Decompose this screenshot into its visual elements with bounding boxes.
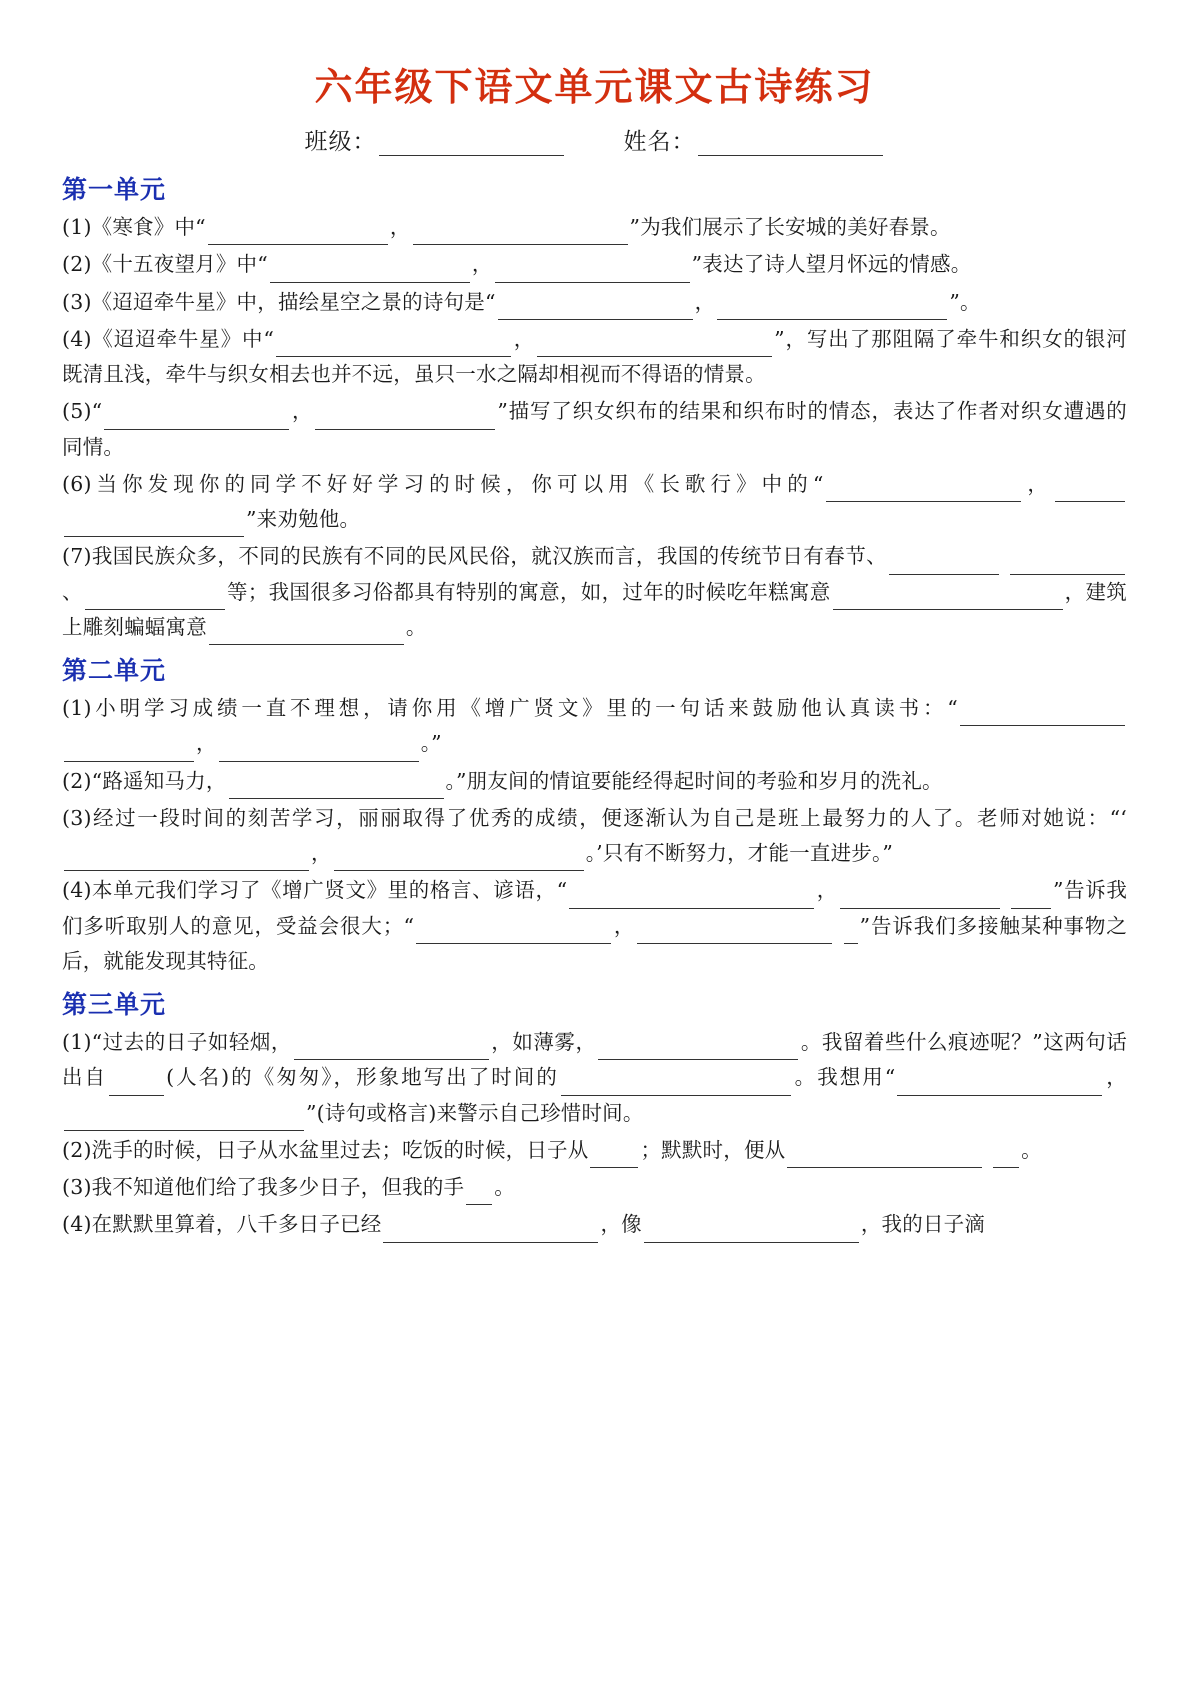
- question-text: ”表达了诗人望月怀远的情感。: [691, 252, 972, 277]
- question-item: [62, 210, 1127, 245]
- answer-blank[interactable]: [466, 1183, 492, 1206]
- answer-blank[interactable]: [315, 407, 495, 430]
- answer-blank[interactable]: [270, 260, 470, 283]
- question-text: ，我的日子滴: [860, 1212, 986, 1237]
- answer-blank[interactable]: [229, 776, 444, 799]
- answer-blank[interactable]: [64, 849, 309, 872]
- question-item: [62, 1207, 1127, 1242]
- question-item: [62, 764, 1127, 799]
- answer-blank[interactable]: [833, 587, 1063, 610]
- units-container: [62, 170, 1127, 1243]
- class-field: [305, 123, 566, 156]
- question-index: (4): [62, 326, 92, 351]
- name-blank[interactable]: [698, 131, 883, 156]
- question-index: (4): [62, 878, 92, 903]
- question-index: (5): [62, 399, 92, 424]
- answer-blank[interactable]: [826, 479, 1021, 502]
- question-text: ，: [471, 252, 493, 277]
- answer-blank[interactable]: [495, 260, 690, 283]
- question-text: ”。: [949, 289, 981, 314]
- answer-blank[interactable]: [644, 1220, 859, 1243]
- question-index: (3): [62, 805, 92, 830]
- question-text: 我国民族众多，不同的民族有不同的民风民俗，就汉族而言，我国的传统节日有春节、: [91, 544, 888, 569]
- question-text: 我不知道他们给了我多少日子，但我的手: [91, 1175, 465, 1199]
- question-text: ”，写出了那阻隔了牵牛和织女的银河既清且浅，牵牛与织女相去也并不远，虽只一水之隔却相视而不得语的情景。: [62, 326, 1128, 386]
- answer-blank[interactable]: [897, 1073, 1102, 1096]
- question-item: [62, 247, 1127, 282]
- question-text: “: [91, 399, 103, 424]
- answer-blank[interactable]: [1055, 479, 1125, 502]
- question-item: [62, 801, 1127, 872]
- question-text: 等；我国很多习俗都具有特别的寓意，如，过年的时候吃年糕寓意: [226, 579, 831, 604]
- student-info-row: [62, 123, 1127, 156]
- question-item: [62, 322, 1127, 393]
- question-index: (2): [62, 768, 92, 793]
- answer-blank[interactable]: [498, 297, 693, 320]
- question-index: (7): [62, 544, 92, 569]
- question-text: ，: [694, 289, 716, 314]
- answer-blank[interactable]: [561, 1073, 791, 1096]
- answer-blank[interactable]: [537, 334, 772, 357]
- answer-blank[interactable]: [637, 921, 832, 944]
- question-text: 小明学习成绩一直不理想，请你用《增广贤文》里的一句话来鼓励他认真读书：“: [91, 696, 958, 720]
- question-text: ”描写了织女织布的结果和织布时的情态，表达了作者对织女遭遇的同情。: [62, 399, 1128, 459]
- answer-blank[interactable]: [294, 1038, 489, 1061]
- question-text: ”告诉我们多接触某种事物之后，就能发现其特征。: [62, 913, 1127, 973]
- answer-blank[interactable]: [787, 1145, 982, 1168]
- question-text: 洗手的时候，日子从水盆里过去；吃饭的时候，日子从: [91, 1137, 589, 1162]
- question-text: 《迢迢牵牛星》中“: [91, 326, 275, 351]
- name-field: [624, 123, 885, 156]
- unit-heading: 第二单元: [62, 656, 167, 685]
- question-item: [62, 1170, 1127, 1205]
- answer-blank[interactable]: [960, 704, 1125, 727]
- question-text: [1002, 878, 1009, 902]
- answer-blank[interactable]: [590, 1145, 638, 1168]
- question-item: [62, 1133, 1127, 1168]
- question-item: [62, 539, 1127, 645]
- answer-blank[interactable]: [85, 587, 225, 610]
- answer-blank[interactable]: [64, 739, 194, 762]
- question-index: (1): [62, 215, 92, 239]
- question-text: ，: [196, 731, 217, 756]
- page-title: 六年级下语文单元课文古诗练习: [314, 64, 875, 109]
- question-text: ，: [1104, 1065, 1127, 1090]
- question-text: ”为我们展示了长安城的美好春景。: [629, 215, 951, 239]
- question-text: ，如薄雾，: [490, 1030, 597, 1054]
- question-item: [62, 394, 1127, 465]
- question-text: ”(诗句或格言)来警示自己珍惜时间。: [306, 1100, 644, 1125]
- answer-blank[interactable]: [598, 1038, 798, 1061]
- class-blank[interactable]: [379, 131, 564, 156]
- name-label: 姓名：: [623, 129, 696, 155]
- answer-blank[interactable]: [413, 223, 628, 246]
- answer-blank[interactable]: [1010, 552, 1125, 575]
- question-text: 《迢迢牵牛星》中，描绘星空之景的诗句是“: [91, 289, 496, 314]
- question-text: ，: [1022, 471, 1053, 496]
- question-text: ”来劝勉他。: [246, 507, 361, 531]
- question-text: ，: [816, 878, 838, 903]
- question-index: (2): [62, 252, 92, 277]
- question-text: 。: [494, 1175, 515, 1199]
- question-text: 。: [405, 614, 427, 639]
- answer-blank[interactable]: [840, 886, 1000, 909]
- question-text: 。”: [420, 731, 442, 756]
- question-item: [62, 467, 1127, 538]
- answer-blank[interactable]: [889, 552, 999, 575]
- question-text: “过去的日子如轻烟，: [91, 1030, 292, 1054]
- class-label: 班级：: [304, 129, 377, 155]
- question-text: ，: [389, 215, 411, 239]
- question-item: [62, 691, 1127, 762]
- question-index: (6): [62, 471, 92, 496]
- question-index: (2): [62, 1137, 92, 1162]
- answer-blank[interactable]: [64, 515, 244, 538]
- unit-heading: 第三单元: [62, 990, 167, 1019]
- question-text: [834, 914, 841, 938]
- answer-blank[interactable]: [569, 886, 814, 909]
- question-text: 。”朋友间的情谊要能经得起时间的考验和岁月的洗礼。: [445, 768, 943, 793]
- question-index: (3): [62, 289, 92, 314]
- answer-blank[interactable]: [209, 622, 404, 645]
- answer-blank[interactable]: [383, 1220, 598, 1243]
- answer-blank[interactable]: [1011, 886, 1051, 909]
- question-text: 、: [62, 579, 83, 604]
- question-text: “路遥知马力，: [91, 768, 227, 793]
- question-text: ，: [513, 326, 536, 351]
- answer-blank[interactable]: [208, 223, 388, 246]
- question-text: 《十五夜望月》中“: [91, 252, 268, 277]
- question-text: 。: [1021, 1137, 1042, 1162]
- question-text: 。我留着些什么痕迹呢？”这两句话出自: [62, 1030, 1128, 1090]
- question-text: 经过一段时间的刻苦学习，丽丽取得了优秀的成绩，便逐渐认为自己是班上最努力的人了。老师对她说：“‘: [91, 805, 1127, 830]
- question-text: 。我想用“: [792, 1065, 896, 1090]
- question-text: ；默默时，便从: [640, 1137, 786, 1162]
- question-item: [62, 1025, 1127, 1131]
- question-text: ”告诉我们多听取别人的意见，受益会很大；“: [62, 878, 1128, 938]
- question-text: ，: [291, 399, 314, 424]
- question-text: 《寒食》中“: [91, 215, 206, 239]
- question-text: ，: [311, 841, 332, 865]
- answer-blank[interactable]: [109, 1073, 164, 1096]
- question-text: 在默默里算着，八千多日子已经: [91, 1212, 382, 1237]
- question-text: ，: [613, 913, 636, 938]
- answer-blank[interactable]: [104, 407, 289, 430]
- answer-blank[interactable]: [276, 334, 511, 357]
- question-index: (4): [62, 1212, 92, 1237]
- answer-blank[interactable]: [219, 739, 419, 762]
- answer-blank[interactable]: [717, 297, 947, 320]
- answer-blank[interactable]: [844, 921, 858, 944]
- question-text: (人名)的《匆匆》，形象地写出了时间的: [166, 1065, 559, 1090]
- answer-blank[interactable]: [993, 1145, 1019, 1168]
- question-text: 当你发现你的同学不好好学习的时候，你可以用《长歌行》中的“: [91, 471, 824, 496]
- question-text: ，建筑上雕刻蝙蝠寓意: [62, 579, 1127, 639]
- question-item: [62, 285, 1127, 320]
- question-text: [984, 1138, 991, 1162]
- question-text: 本单元我们学习了《增广贤文》里的格言、谚语，“: [91, 878, 568, 903]
- question-text: 。’只有不断努力，才能一直进步。”: [585, 841, 894, 865]
- question-text: [1001, 544, 1008, 568]
- answer-blank[interactable]: [334, 849, 584, 872]
- question-index: (1): [62, 696, 92, 720]
- answer-blank[interactable]: [416, 921, 611, 944]
- question-text: ，像: [600, 1212, 642, 1237]
- question-index: (3): [62, 1175, 92, 1199]
- question-item: [62, 873, 1127, 979]
- question-index: (1): [62, 1030, 92, 1054]
- answer-blank[interactable]: [64, 1108, 304, 1131]
- unit-heading: 第一单元: [62, 175, 167, 204]
